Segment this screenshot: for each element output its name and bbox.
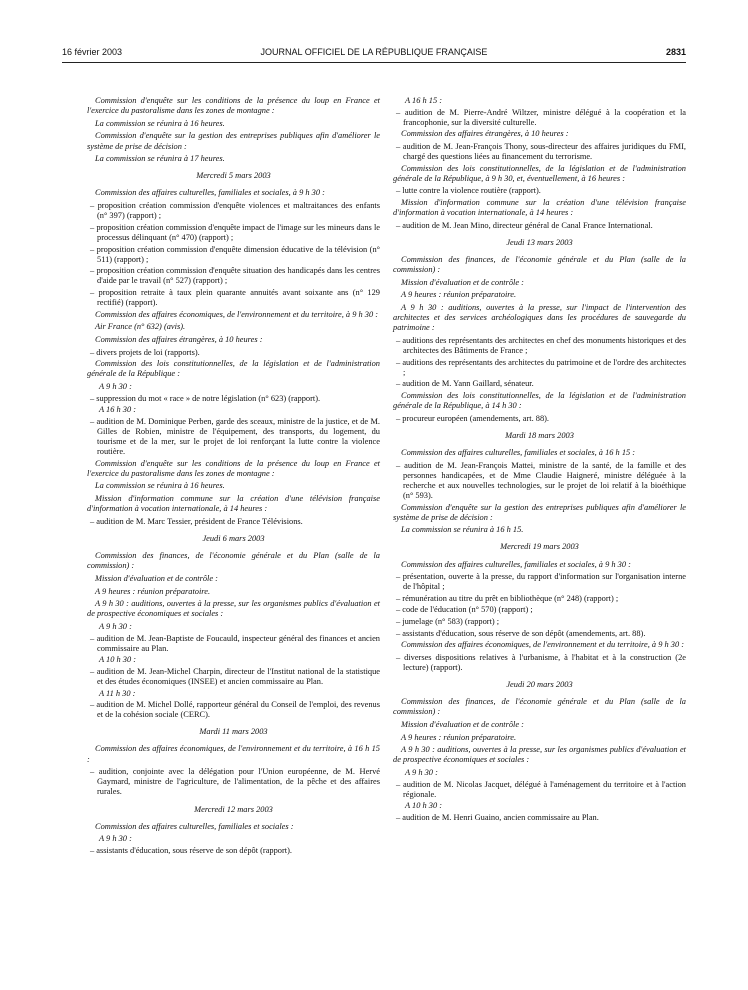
paragraph: Commission des affaires culturelles, familiales et sociales, à 16 h 15 : [401,447,636,457]
section-date: Jeudi 13 mars 2003 [506,237,573,247]
paragraph: A 9 heures : réunion préparatoire. [401,732,517,742]
paragraph: La commission se réunira à 16 h 15. [401,525,524,535]
paragraph: Mission d'évaluation et de contrôle : [95,573,218,583]
paragraph: A 9 heures : réunion préparatoire. [95,586,211,596]
paragraph: Mission d'information commune sur la création d'une télévision française d'information à vocation internationale, à 14 heures : [87,494,380,514]
time-label: A 10 h 30 : [405,801,443,811]
paragraph: La commission se réunira à 17 heures. [95,154,225,164]
agenda-item: – audition de M. Jean-Michel Charpin, directeur de l'Institut national de la statistique et des études économiques (INSEE) et ancien commissaire au Plan. [90,666,380,686]
agenda-item: – audition de M. Dominique Perben, garde des sceaux, ministre de la justice, et de M. Gilles de Robien, ministre de l'équipement, des transports, du logement, du tourisme et de la mer, sur le projet de loi renforçant la lutte contre la violence routière. [90,416,380,457]
agenda-item: – auditions des représentants des architectes en chef des monuments historiques et des architectes des Bâtiments de France ; [396,336,686,356]
page-number: 2831 [665,47,686,57]
time-label: A 11 h 30 : [99,688,136,698]
paragraph: Air France (n° 632) (avis). [95,322,186,332]
time-label: A 9 h 30 : [405,768,438,778]
paragraph: Commission des lois constitutionnelles, de la législation et de l'administration générale de la République : [87,359,380,379]
header-title: JOURNAL OFFICIEL DE LA RÉPUBLIQUE FRANÇAISE [260,47,488,57]
paragraph: Mission d'information commune sur la création d'une télévision française d'information à vocation internationale, à 14 heures : [393,198,686,218]
agenda-item: – proposition création commission d'enquête impact de l'image sur les mineurs dans le processus délinquant (n° 470) (rapport) ; [90,222,380,242]
paragraph: Commission des lois constitutionnelles, de la législation et de l'administration générale de la République, à 14 h 30 : [393,391,686,411]
header-rule [62,62,686,63]
paragraph: Commission d'enquête sur la gestion des entreprises publiques afin d'améliorer le système de prise de décision : [393,502,686,522]
agenda-item: – lutte contre la violence routière (rapport). [396,186,541,196]
paragraph: Commission des finances, de l'économie générale et du Plan (salle de la commission) : [393,255,686,275]
agenda-item: – proposition création commission d'enquête violences et maltraitances des enfants (n° 397) (rapport) ; [90,201,380,221]
agenda-item: – rémunération au titre du prêt en bibliothèque (n° 248) (rapport) ; [396,593,619,603]
paragraph: La commission se réunira à 16 heures. [95,481,225,491]
section-date: Mardi 18 mars 2003 [505,430,574,440]
time-label: A 16 h 15 : [405,96,443,105]
agenda-item: – audition de M. Michel Dollé, rapporteur général du Conseil de l'emploi, des revenus et de la cohésion sociale (CERC). [90,700,380,720]
time-label: A 16 h 30 : [99,405,137,415]
agenda-item: – jumelage (n° 583) (rapport) ; [396,617,500,627]
agenda-item: – proposition retraite à taux plein quarante annuités avant soixante ans (n° 129 rectifié) (rapport). [90,287,380,307]
paragraph: Commission des affaires culturelles, familiales et sociales, à 9 h 30 : [95,188,325,198]
agenda-item: – auditions des représentants des architectes du patrimoine et de l'ordre des architectes ; [396,357,686,377]
agenda-item: – diverses dispositions relatives à l'urbanisme, à l'habitat et à la construction (2e lecture) (rapport). [396,652,686,673]
section-date: Mardi 11 mars 2003 [199,727,268,737]
paragraph: A 9 h 30 : auditions, ouvertes à la presse, sur les organismes publics d'évaluation et de prospective économiques et sociales : [393,745,686,765]
paragraph: Commission des finances, de l'économie générale et du Plan (salle de la commission) : [393,697,686,717]
agenda-item: – suppression du mot « race » de notre législation (n° 623) (rapport). [90,393,321,403]
agenda-item: – audition de M. Jean-François Thony, sous-directeur des affaires juridiques du FMI, chargé des questions liées au financement du terrorisme. [396,141,686,162]
paragraph: Mission d'évaluation et de contrôle : [401,277,524,287]
agenda-item: – audition de M. Marc Tessier, président de France Télévisions. [90,516,303,526]
paragraph: A 9 heures : réunion préparatoire. [401,290,517,300]
agenda-item: – audition de M. Jean Mino, directeur général de Canal France International. [396,220,653,230]
left-column [87,96,380,858]
page-header [62,47,686,61]
agenda-item: – procureur européen (amendements, art. 88). [396,413,550,423]
time-label: A 9 h 30 : [99,382,132,391]
paragraph: Commission d'enquête sur les conditions de la présence du loup en France et l'exercice du pastoralisme dans les zones de montagne : [87,96,380,116]
agenda-item: – présentation, ouverte à la presse, du rapport d'information sur l'organisation interne de l'hôpital ; [396,572,686,592]
agenda-item: – audition de M. Pierre-André Wiltzer, ministre délégué à la coopération et la francophonie, sur la diversité culturelle. [396,107,686,127]
paragraph: Commission des affaires économiques, de l'environnement et du territoire, à 9 h 30 : [401,640,685,650]
paragraph: Commission des affaires culturelles, familiales et sociales, à 9 h 30 : [401,559,631,569]
paragraph: Commission des affaires étrangères, à 10 heures : [401,129,569,139]
paragraph: Commission d'enquête sur les conditions de la présence du loup en France et l'exercice du pastoralisme dans les zones de montagne : [87,458,380,478]
section-date: Mercredi 12 mars 2003 [194,804,273,814]
agenda-item: – audition de M. Yann Gaillard, sénateur. [396,379,534,389]
agenda-item: – audition, conjointe avec la délégation pour l'Union européenne, de M. Hervé Gaymard, ministre de l'agriculture, de l'alimentation, de la pêche et des affaires rurales. [90,767,380,797]
right-column [393,96,686,825]
agenda-item: – divers projets de loi (rapports). [90,347,200,357]
agenda-item: – proposition création commission d'enquête dimension éducative de la télévision (n° 511) (rapport) ; [90,244,380,264]
paragraph: Commission d'enquête sur la gestion des entreprises publiques afin d'améliorer le système de prise de décision : [87,131,380,151]
section-date: Jeudi 20 mars 2003 [506,680,573,690]
paragraph: Commission des affaires économiques, de l'environnement et du territoire, à 16 h 15 : [87,744,380,764]
time-label: A 9 h 30 : [99,834,132,844]
agenda-item: – audition de M. Nicolas Jacquet, délégué à l'aménagement du territoire et à l'action régionale. [396,779,686,799]
agenda-item: – audition de M. Jean-Baptiste de Foucauld, inspecteur général des finances et ancien commissaire au Plan. [90,633,380,653]
agenda-item: – audition de M. Henri Guaino, ancien commissaire au Plan. [396,813,599,823]
agenda-item: – assistants d'éducation, sous réserve de son dépôt (rapport). [90,845,292,855]
header-date: 16 février 2003 [62,47,123,57]
agenda-item: – audition de M. Jean-François Mattei, ministre de la santé, de la famille et des personnes handicapées, et de Mme Claudie Haigneré, ministre déléguée à la recherche et aux nouvelles technologies, sur le projet de loi relatif à la bioéthique (n° 593). [396,460,686,500]
agenda-item: – code de l'éducation (n° 570) (rapport) ; [396,605,533,615]
agenda-item: – proposition création commission d'enquête situation des handicapés dans les centres d'aide par le travail (n° 527) (rapport) ; [90,266,380,286]
paragraph: Commission des lois constitutionnelles, de la législation et de l'administration générale de la République, à 9 h 30, et, éventuellement, à 16 heures : [393,163,686,183]
paragraph: A 9 h 30 : auditions, ouvertes à la presse, sur l'impact de l'intervention des architectes et des services archéologiques dans les procédures de sauvegarde du patrimoine : [393,303,686,333]
section-date: Mercredi 5 mars 2003 [196,171,271,181]
section-date: Mercredi 19 mars 2003 [500,542,579,552]
paragraph: La commission se réunira à 16 heures. [95,118,225,128]
paragraph: Commission des finances, de l'économie générale et du Plan (salle de la commission) : [87,551,380,571]
paragraph: Mission d'évaluation et de contrôle : [401,720,524,729]
paragraph: Commission des affaires étrangères, à 10 heures : [95,334,263,344]
time-label: A 10 h 30 : [99,655,137,665]
paragraph: Commission des affaires économiques, de l'environnement et du territoire, à 9 h 30 : [95,309,379,319]
agenda-item: – assistants d'éducation, sous réserve de son dépôt (amendements, art. 88). [396,628,646,638]
paragraph: Commission des affaires culturelles, familiales et sociales : [95,821,294,831]
paragraph: A 9 h 30 : auditions, ouvertes à la presse, sur les organismes publics d'évaluation et de prospective économiques et sociales : [87,599,380,619]
time-label: A 9 h 30 : [99,622,132,632]
section-date: Jeudi 6 mars 2003 [202,534,265,543]
